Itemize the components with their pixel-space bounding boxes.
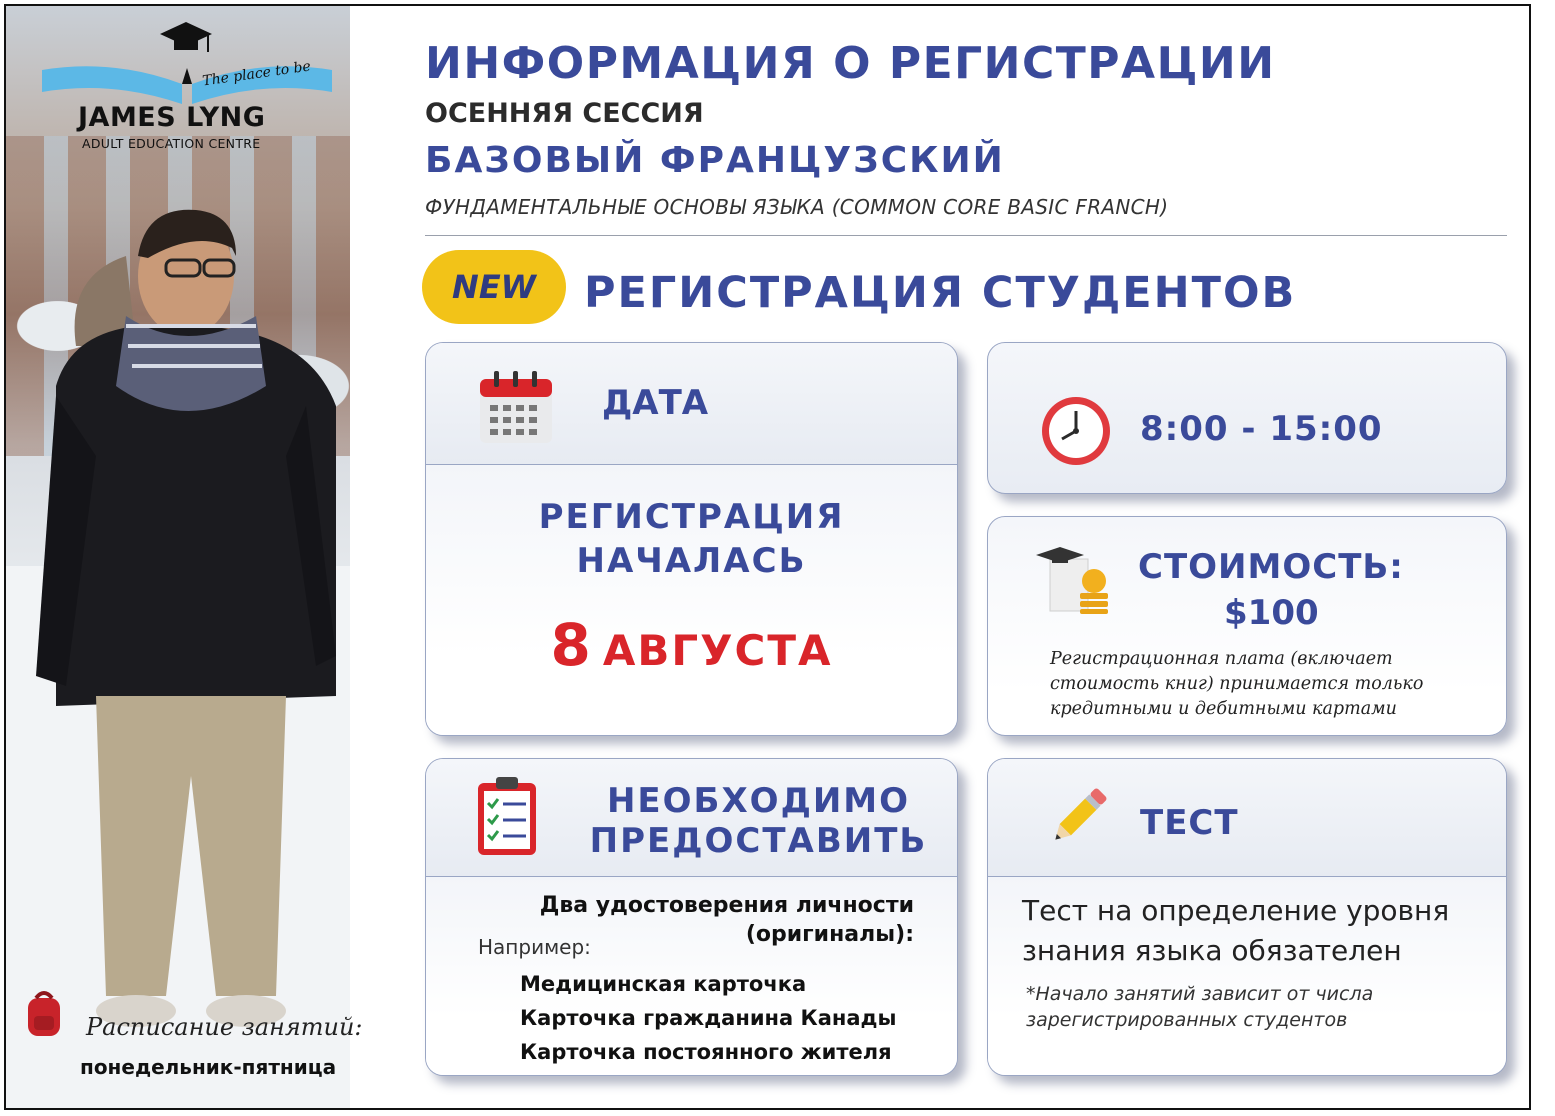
new-badge: NEW [422, 250, 566, 324]
course-name: БАЗОВЫЙ ФРАНЦУЗСКИЙ [425, 140, 1005, 181]
time-card [987, 342, 1507, 494]
logo-name: JAMES LYNG [78, 102, 266, 133]
documents-card-header [426, 759, 957, 877]
student-photo [6, 6, 350, 1108]
logo-tagline: The place to be [201, 58, 312, 90]
date-card-body [426, 465, 957, 736]
cost-label: СТОИМОСТЬ: [1138, 547, 1404, 587]
registration-started-line2: НАЧАЛАСЬ [576, 541, 807, 581]
cost-value: $100 [1224, 593, 1319, 633]
session-name: ОСЕННЯЯ СЕССИЯ [425, 98, 704, 129]
documents-requirement-line2: (оригиналы): [745, 922, 914, 947]
test-card-header [988, 759, 1506, 877]
registration-day: 8 [550, 611, 591, 679]
pencil-icon [1042, 781, 1114, 853]
registration-title: РЕГИСТРАЦИЯ СТУДЕНТОВ [584, 268, 1297, 318]
course-description: ФУНДАМЕНТАЛЬНЫЕ ОСНОВЫ ЯЗЫКА (COMMON CORE BASIC FRANCH) [425, 195, 1169, 219]
documents-requirement-line1: Два удостоверения личности [539, 893, 914, 918]
date-label: ДАТА [602, 383, 709, 423]
list-item: Карточка постоянного жителя [520, 1040, 892, 1064]
documents-title-line2: ПРЕДОСТАВИТЬ [589, 821, 928, 861]
cost-note: Регистрационная плата (включает стоимость книг) принимается только кредитными и дебитными картами [1050, 649, 1424, 719]
list-item: Карточка гражданина Канады [520, 1006, 897, 1030]
date-card-header [426, 343, 957, 465]
documents-card-body [426, 877, 957, 1076]
documents-title [426, 781, 957, 861]
clock-icon [1038, 393, 1114, 469]
list-item: Медицинская карточка [520, 972, 807, 996]
graduation-cap-icon [158, 20, 214, 62]
documents-title-line1: НЕОБХОДИМО [606, 781, 911, 821]
header-divider [425, 235, 1507, 236]
student-figure [36, 196, 336, 1056]
registration-started-line1: РЕГИСТРАЦИЯ [538, 497, 845, 537]
calendar-icon [476, 367, 556, 447]
test-card [987, 758, 1507, 1076]
tuition-fee-icon [1036, 545, 1116, 615]
documents-card [425, 758, 958, 1076]
test-card-body [988, 877, 1506, 1076]
date-card [425, 342, 958, 736]
school-logo [36, 18, 336, 158]
time-value: 8:00 - 15:00 [1140, 409, 1383, 449]
documents-example-label: Например: [478, 935, 591, 959]
page-title: ИНФОРМАЦИЯ О РЕГИСТРАЦИИ [425, 38, 1276, 89]
schedule-label: Расписание занятий: [86, 1013, 363, 1041]
test-requirement: Тест на определение уровня знания языка обязателен [1022, 894, 1450, 967]
registration-month: АВГУСТА [602, 626, 833, 675]
backpack-icon [22, 988, 66, 1038]
cost-card [987, 516, 1507, 736]
registration-started [426, 495, 957, 583]
test-label: ТЕСТ [1140, 803, 1239, 843]
documents-list [520, 967, 897, 1069]
test-note: *Начало занятий зависит от числа зарегистрированных студентов [1026, 983, 1374, 1031]
logo-subtitle: ADULT EDUCATION CENTRE [82, 136, 261, 151]
registration-date [426, 611, 957, 679]
schedule-days: понедельник-пятница [80, 1055, 337, 1079]
